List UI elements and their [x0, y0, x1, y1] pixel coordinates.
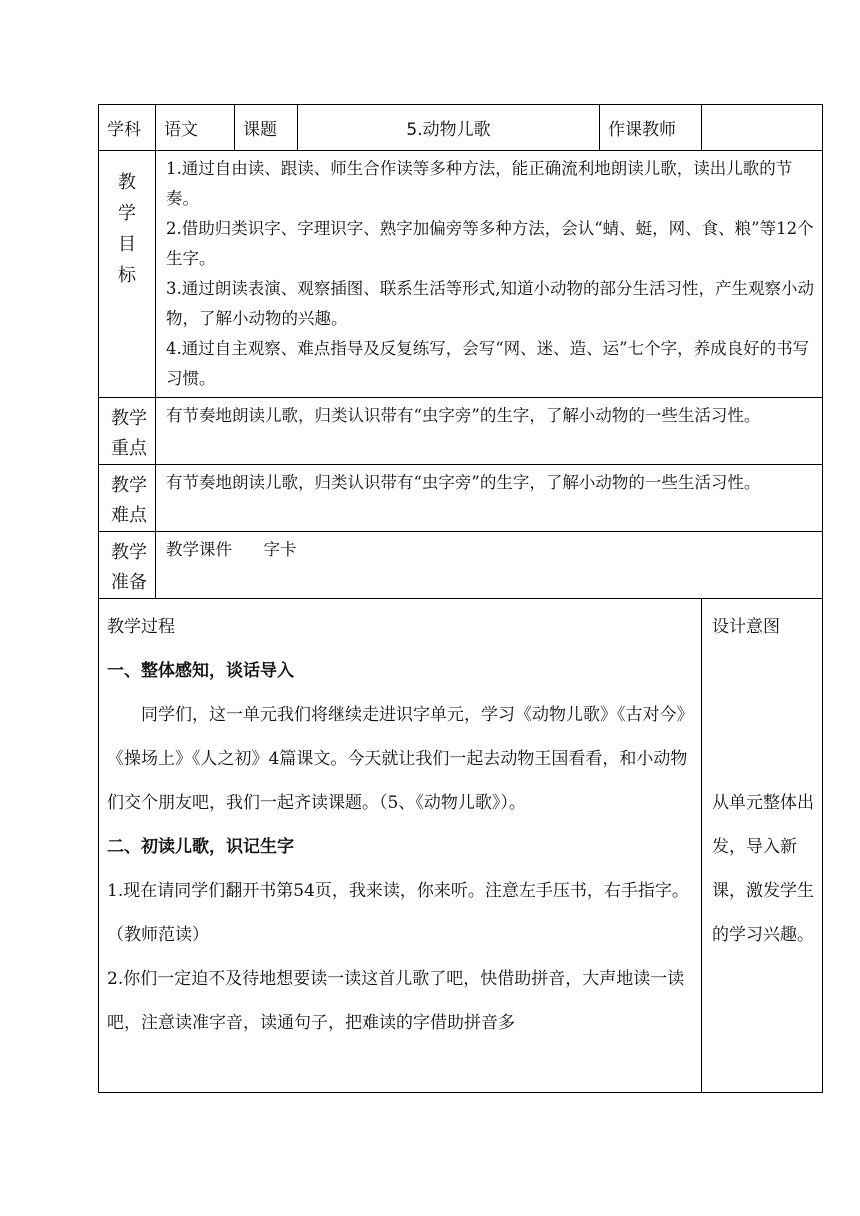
process-row: [99, 599, 823, 1093]
key-points-label: 教学重点: [111, 408, 147, 459]
goal-item: 2.借助归类识字、字理识字、熟字加偏旁等多种方法，会认“蜻、蜓，网、食、粮”等12个生字。: [166, 219, 814, 268]
process-step-2: 2.你们一定迫不及待地想要读一读这首儿歌了吧，快借助拼音，大声地读一读吧，注意读准字音，读通句子，把难读的字借助拼音多: [107, 969, 685, 1033]
key-points-text: 有节奏地朗读儿歌，归类认识带有“虫字旁”的生字，了解小动物的一些生活习性。: [156, 398, 823, 465]
process-step-1: 1.现在请同学们翻开书第54页，我来读，你来听。注意左手压书，右手指字。（教师范读）: [107, 881, 689, 945]
process-label: 教学过程: [107, 617, 175, 637]
design-content: [702, 599, 822, 957]
key-points-label-cell: [99, 398, 156, 465]
difficulties-row: [99, 465, 823, 532]
preparation-label: 教学准备: [111, 542, 147, 593]
subject-value: 语文: [156, 105, 235, 151]
goals-label: 教学目标: [118, 172, 136, 286]
topic-value: 5.动物儿歌: [298, 105, 600, 151]
preparation-label-cell: [99, 532, 156, 599]
difficulties-label: 教学难点: [111, 475, 147, 526]
difficulties-label-cell: [99, 465, 156, 532]
lesson-plan-sheet: [98, 104, 822, 1093]
subject-label: 学科: [99, 105, 156, 151]
design-cell: [702, 599, 823, 1093]
section1-text: 同学们，这一单元我们将继续走进识字单元，学习《动物儿歌》《古对今》《操场上》《人之初》4篇课文。今天就让我们一起去动物王国看看，和小动物们交个朋友吧，我们一起齐读课题。（5、《动物儿歌》）。: [107, 705, 688, 813]
goal-item: 1.通过自由读、跟读、师生合作读等多种方法，能正确流利地朗读儿歌，读出儿歌的节奏。: [166, 159, 793, 208]
topic-label: 课题: [235, 105, 298, 151]
key-points-row: [99, 398, 823, 465]
preparation-row: [99, 532, 823, 599]
process-cell: [99, 599, 702, 1093]
teacher-value: [702, 105, 823, 151]
design-text: 从单元整体出发，导入新课，激发学生的学习兴趣。: [712, 793, 814, 945]
preparation-text: 教学课件 字卡: [156, 532, 823, 599]
goals-label-cell: [99, 151, 156, 398]
header-row: [99, 105, 823, 151]
difficulties-text: 有节奏地朗读儿歌，归类认识带有“虫字旁”的生字，了解小动物的一些生活习性。: [156, 465, 823, 532]
teacher-label: 作课教师: [600, 105, 702, 151]
design-label: 设计意图: [712, 617, 780, 637]
goals-content: [156, 151, 823, 398]
process-content: [99, 599, 701, 1092]
goal-item: 4.通过自主观察、难点指导及反复练写，会写“网、迷、造、运”七个字，养成良好的书写习惯。: [166, 339, 810, 388]
lesson-plan-table: [98, 104, 823, 1093]
section2-title: 二、初读儿歌，识记生字: [107, 837, 294, 857]
goal-item: 3.通过朗读表演、观察插图、联系生活等形式,知道小动物的部分生活习性，产生观察小动物，了解小动物的兴趣。: [166, 279, 814, 328]
goals-row: [99, 151, 823, 398]
section1-title: 一、整体感知，谈话导入: [107, 661, 294, 681]
